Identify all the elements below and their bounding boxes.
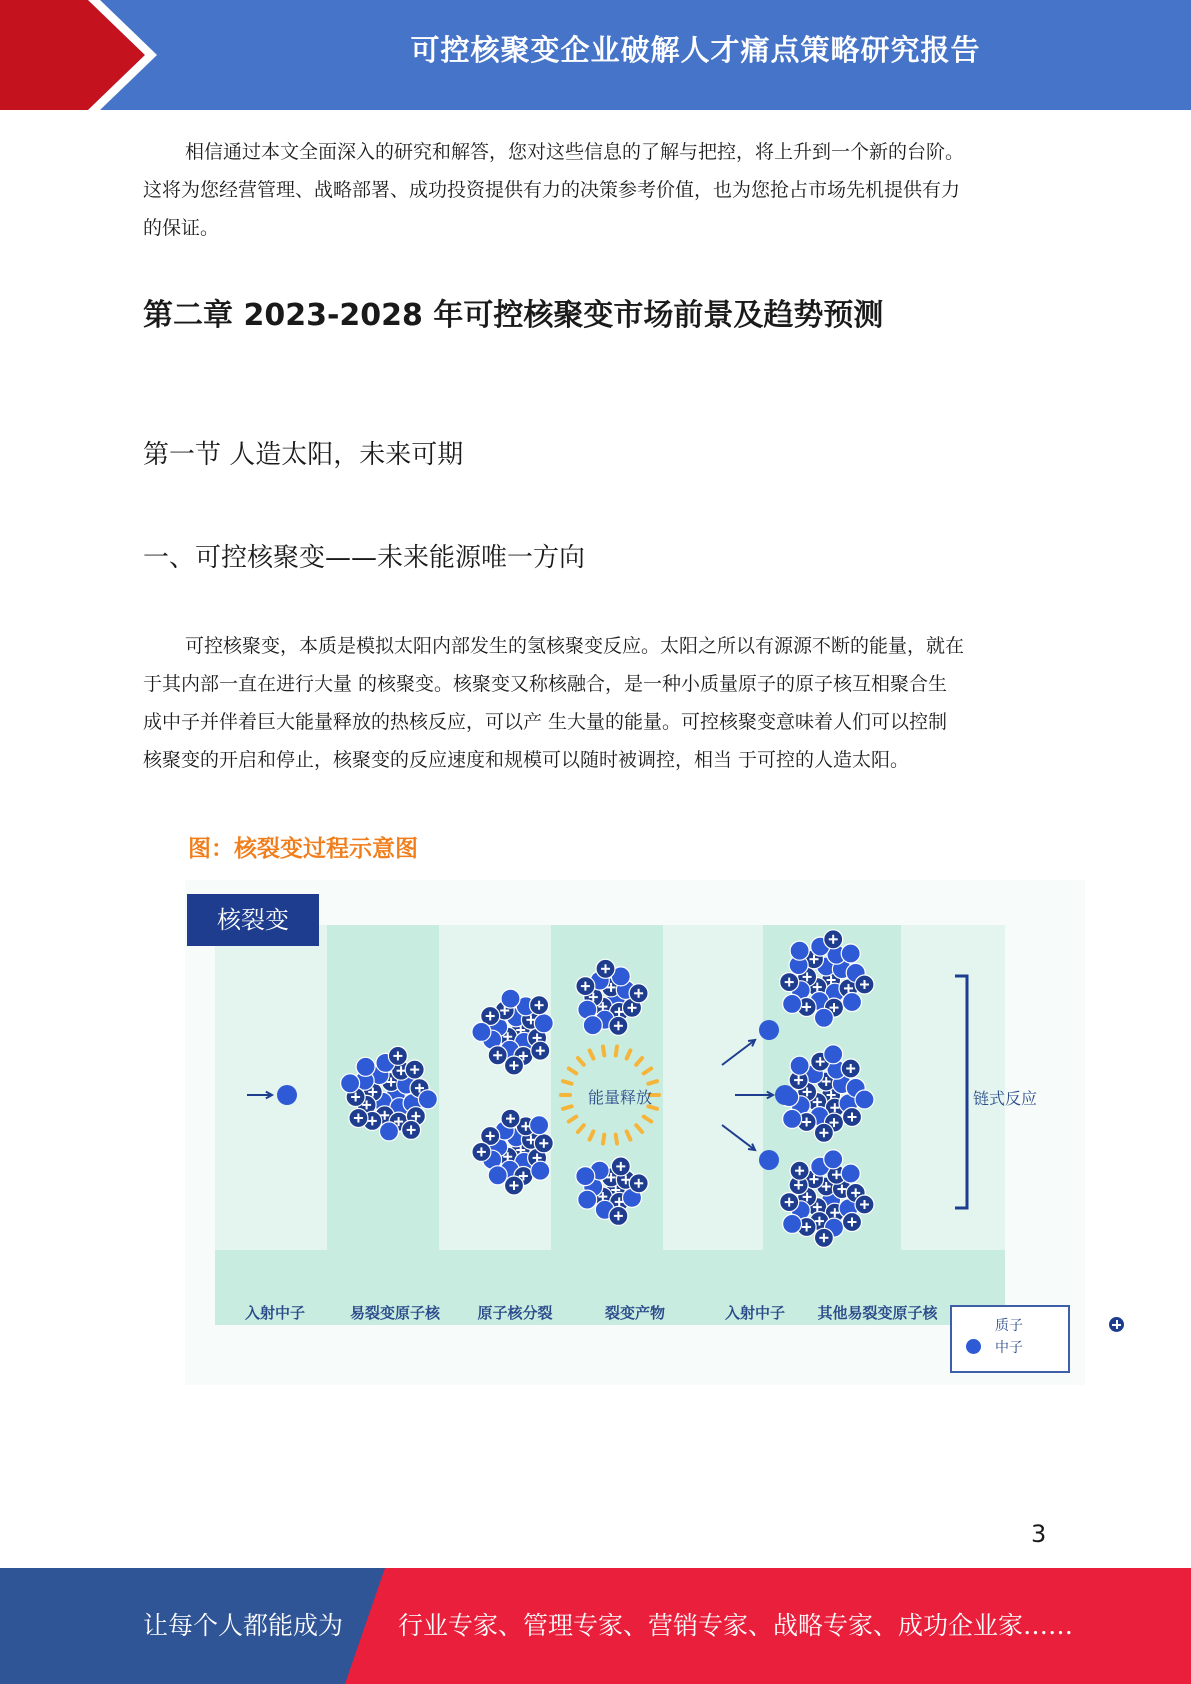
diagram-title: 核裂变 <box>187 894 319 946</box>
legend-proton-label: 质子 <box>995 1318 1023 1334</box>
page-header <box>0 0 1191 110</box>
legend-neutron <box>966 1337 1023 1359</box>
neutron <box>783 1214 802 1233</box>
neutron <box>578 1190 597 1209</box>
energy-ray <box>616 1047 617 1056</box>
neutron <box>356 1057 375 1076</box>
neutron <box>783 994 802 1013</box>
neutron <box>583 1016 602 1035</box>
released-neutron <box>759 1020 779 1040</box>
energy-ray <box>648 1081 657 1084</box>
energy-ray <box>603 1047 604 1056</box>
footer-slogan-left: 让每个人都能成为 <box>143 1611 344 1640</box>
report-title: 可控核聚变企业破解人才痛点策略研究报告 <box>410 33 981 67</box>
neutron <box>841 944 860 963</box>
page-footer <box>0 1568 1191 1684</box>
neutron <box>530 1116 549 1135</box>
neutron <box>576 1167 595 1186</box>
neutron <box>501 989 520 1008</box>
subsection-title: 一、可控核聚变——未来能源唯一方向 <box>143 543 586 573</box>
body-line: 核聚变的开启和停止，核聚变的反应速度和规模可以随时被调控，相当 于可控的人造太阳。 <box>143 749 910 771</box>
legend-neutron-label: 中子 <box>995 1340 1023 1356</box>
neutron <box>790 1056 809 1075</box>
stage-label: 原子核分裂 <box>477 1304 553 1322</box>
energy-ray <box>563 1106 572 1109</box>
neutron <box>534 1014 553 1033</box>
neutron <box>824 1150 843 1169</box>
stage-label: 其他易裂变原子核 <box>817 1304 938 1322</box>
neutron <box>841 1164 860 1183</box>
body-line: 可控核聚变，本质是模拟太阳内部发生的氢核聚变反应。太阳之所以有源源不断的能量，就在 <box>185 635 965 657</box>
proton-icon <box>1109 1317 1124 1332</box>
chapter-title: 第二章 2023-2028 年可控核聚变市场前景及趋势预测 <box>143 298 884 333</box>
stage-label: 裂变产物 <box>604 1304 665 1322</box>
body-line: 成中子并伴着巨大能量释放的热核反应，可以产 生大量的能量。可控核聚变意味着人们可以控制 <box>143 711 948 733</box>
stage-label: 易裂变原子核 <box>349 1304 440 1322</box>
energy-ray <box>603 1135 604 1144</box>
neutron <box>418 1090 437 1109</box>
released-neutron <box>775 1085 795 1105</box>
legend-proton <box>966 1315 1023 1337</box>
neutron <box>790 941 809 960</box>
energy-ray <box>616 1135 617 1144</box>
intro-line: 这将为您经营管理、战略部署、成功投资提供有力的决策参考价值，也为您抢占市场先机提供有力 <box>143 179 961 201</box>
stage-label: 入射中子 <box>724 1304 785 1322</box>
neutron <box>531 1161 550 1180</box>
neutron <box>380 1122 399 1141</box>
body-line: 于其内部一直在进行大量 的核聚变。核聚变又称核融合，是一种小质量原子的原子核互相聚合生 <box>143 673 948 695</box>
neutron <box>843 993 862 1012</box>
body-paragraph <box>143 627 1048 779</box>
neutron <box>472 1022 491 1041</box>
footer-slogan-right: 行业专家、管理专家、营销专家、战略专家、成功企业家…… <box>398 1611 1074 1640</box>
neutron-icon <box>966 1339 981 1354</box>
released-neutron <box>759 1150 779 1170</box>
neutron <box>783 1109 802 1128</box>
neutron <box>824 1045 843 1064</box>
diagram-legend <box>950 1305 1070 1373</box>
intro-line: 的保证。 <box>143 217 220 239</box>
neutron <box>488 1166 507 1185</box>
energy-release-label: 能量释放 <box>588 1088 653 1107</box>
figure-caption: 图：核裂变过程示意图 <box>188 836 418 862</box>
neutron <box>855 1090 874 1109</box>
intro-paragraph <box>143 133 1048 247</box>
energy-ray <box>563 1081 572 1084</box>
section-title: 第一节 人造太阳，未来可期 <box>143 440 464 470</box>
chain-reaction-label: 链式反应 <box>973 1089 1038 1108</box>
incoming-neutron <box>277 1085 297 1105</box>
neutron <box>814 1008 833 1027</box>
intro-line: 相信通过本文全面深入的研究和解答，您对这些信息的了解与把控，将上升到一个新的台阶。 <box>185 141 965 163</box>
page-number: 3 <box>1031 1520 1047 1548</box>
stage-label: 入射中子 <box>244 1304 305 1322</box>
neutron <box>341 1074 360 1093</box>
